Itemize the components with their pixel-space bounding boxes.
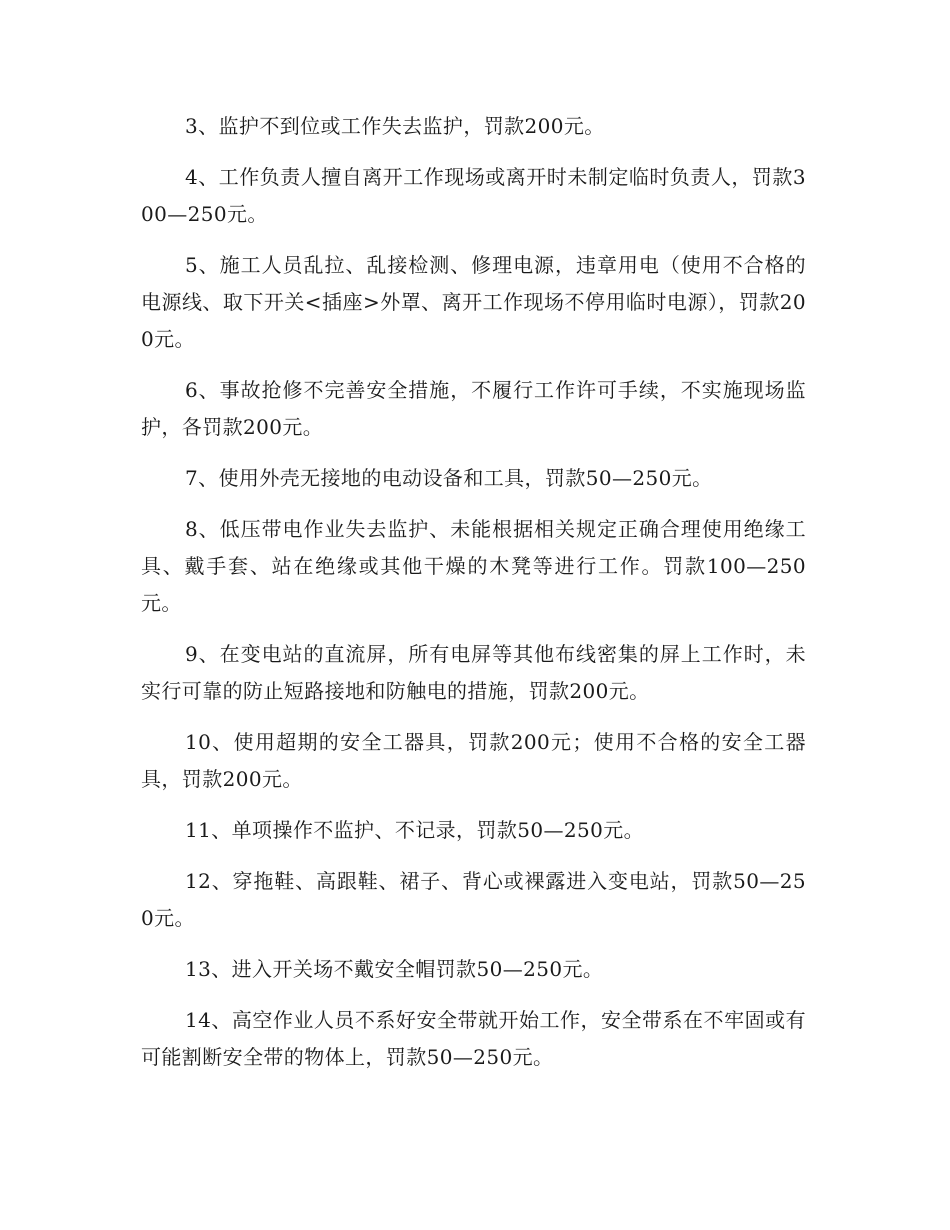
paragraph-item-8: 8、低压带电作业失去监护、未能根据相关规定正确合理使用绝缘工具、戴手套、站在绝缘或其他干燥的木凳等进行工作。罚款100—250元。	[141, 517, 806, 615]
paragraph-item-3: 3、监护不到位或工作失去监护，罚款200元。	[185, 114, 605, 138]
document-body	[141, 108, 806, 1090]
paragraph-item-13: 13、进入开关场不戴安全帽罚款50—250元。	[185, 957, 604, 981]
paragraph-item-14: 14、高空作业人员不系好安全带就开始工作，安全带系在不牢固或有可能割断安全带的物体上，罚款50—250元。	[141, 1008, 806, 1069]
paragraph-item-4: 4、工作负责人擅自离开工作现场或离开时未制定临时负责人，罚款300—250元。	[141, 165, 806, 226]
paragraph-item-7: 7、使用外壳无接地的电动设备和工具，罚款50—250元。	[185, 466, 713, 490]
paragraph-item-11: 11、单项操作不监护、不记录，罚款50—250元。	[185, 818, 645, 842]
paragraph-item-10: 10、使用超期的安全工器具，罚款200元；使用不合格的安全工器具，罚款200元。	[141, 730, 806, 791]
paragraph-item-9: 9、在变电站的直流屏，所有电屏等其他布线密集的屏上工作时，未实行可靠的防止短路接地和防触电的措施，罚款200元。	[141, 642, 806, 703]
paragraph-item-12: 12、穿拖鞋、高跟鞋、裙子、背心或裸露进入变电站，罚款50—250元。	[141, 869, 806, 930]
paragraph-item-5: 5、施工人员乱拉、乱接检测、修理电源，违章用电（使用不合格的电源线、取下开关<插座>外罩、离开工作现场不停用临时电源），罚款200元。	[141, 253, 806, 351]
paragraph-item-6: 6、事故抢修不完善安全措施，不履行工作许可手续，不实施现场监护，各罚款200元。	[141, 378, 806, 439]
